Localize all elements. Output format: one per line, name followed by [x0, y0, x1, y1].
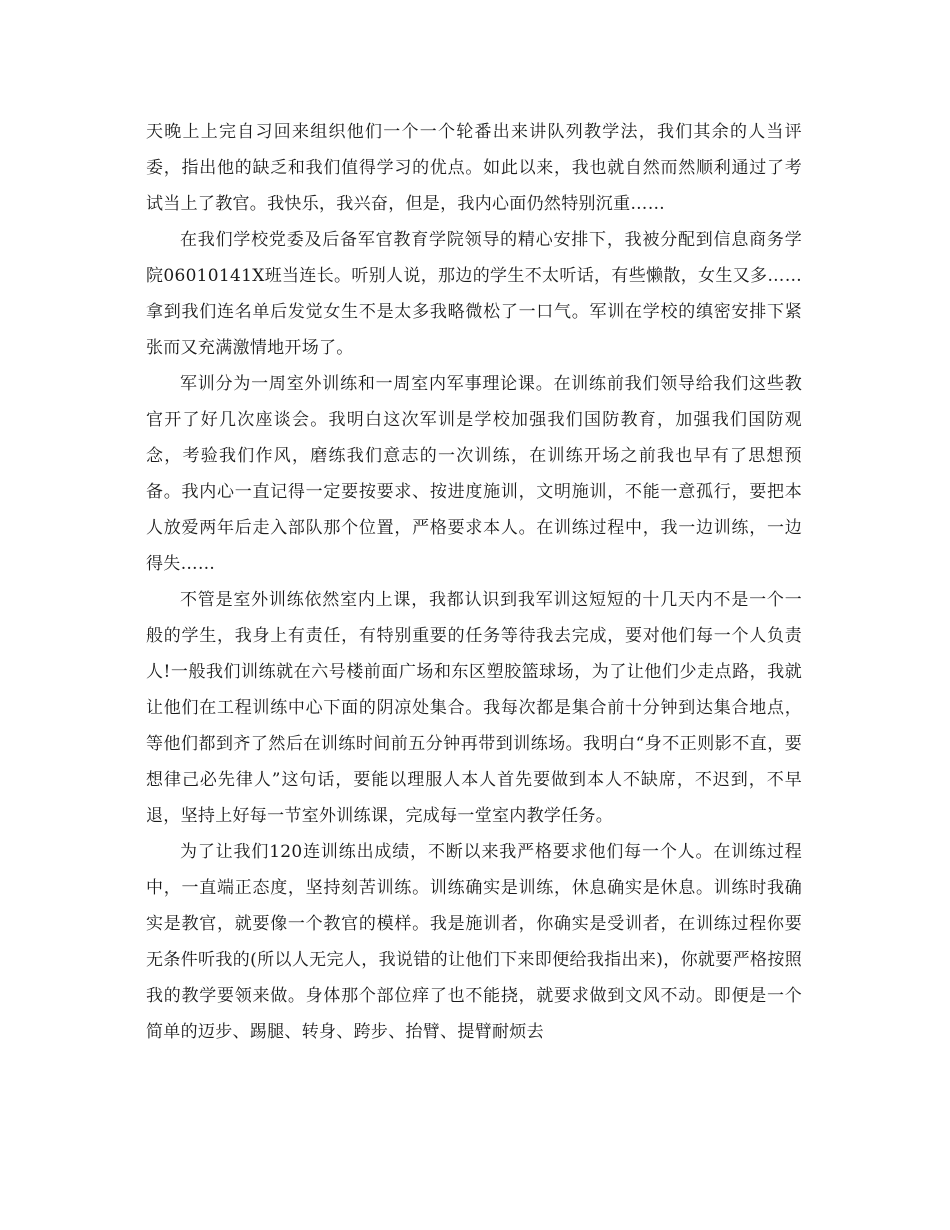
paragraph-1: 天晚上上完自习回来组织他们一个一个轮番出来讲队列教学法，我们其余的人当评委，指出他的缺乏和我们值得学习的优点。如此以来，我也就自然而然顺利通过了考试当上了教官。我快乐，我兴奋，但是，我内心面仍然特别沉重……: [146, 122, 802, 214]
paragraph-3: 军训分为一周室外训练和一周室内军事理论课。在训练前我们领导给我们这些教官开了好几次座谈会。我明白这次军训是学校加强我们国防教育，加强我们国防观念，考验我们作风，磨练我们意志的一次训练，在训练开场之前我也早有了思想预备。我内心一直记得一定要按要求、按进度施训，文明施训，不能一意孤行，要把本人放爱两年后走入部队那个位置，严格要求本人。在训练过程中，我一边训练，一边得失……: [146, 374, 802, 574]
paragraph-2: 在我们学校党委及后备军官教育学院领导的精心安排下，我被分配到信息商务学院06010141X班当连长。听别人说，那边的学生不太听话，有些懒散，女生又多……拿到我们连名单后发觉女生不是太多我略微松了一口气。军训在学校的缜密安排下紧张而又充满激情地开场了。: [146, 230, 802, 358]
document-body: [146, 114, 802, 1050]
paragraph-5: 为了让我们120连训练出成绩，不断以来我严格要求他们每一个人。在训练过程中，一直端正态度，坚持刻苦训练。训练确实是训练，休息确实是休息。训练时我确实是教官，就要像一个教官的模样。我是施训者，你确实是受训者，在训练过程你要无条件听我的(所以人无完人，我说错的让他们下来即便给我指出来)，你就要严格按照我的教学要领来做。身体那个部位痒了也不能挠，就要求做到文风不动。即便是一个简单的迈步、踢腿、转身、跨步、抬臂、提臂耐烦去: [146, 842, 802, 1042]
paragraph-4: 不管是室外训练依然室内上课，我都认识到我军训这短短的十几天内不是一个一般的学生，我身上有责任，有特别重要的任务等待我去完成，要对他们每一个人负责人!一般我们训练就在六号楼前面广场和东区塑胶篮球场，为了让他们少走点路，我就让他们在工程训练中心下面的阴凉处集合。我每次都是集合前十分钟到达集合地点，等他们都到齐了然后在训练时间前五分钟再带到训练场。我明白“身不正则影不直，要想律己必先律人”这句话，要能以理服人本人首先要做到本人不缺席，不迟到，不早退，坚持上好每一节室外训练课，完成每一堂室内教学任务。: [146, 590, 802, 826]
